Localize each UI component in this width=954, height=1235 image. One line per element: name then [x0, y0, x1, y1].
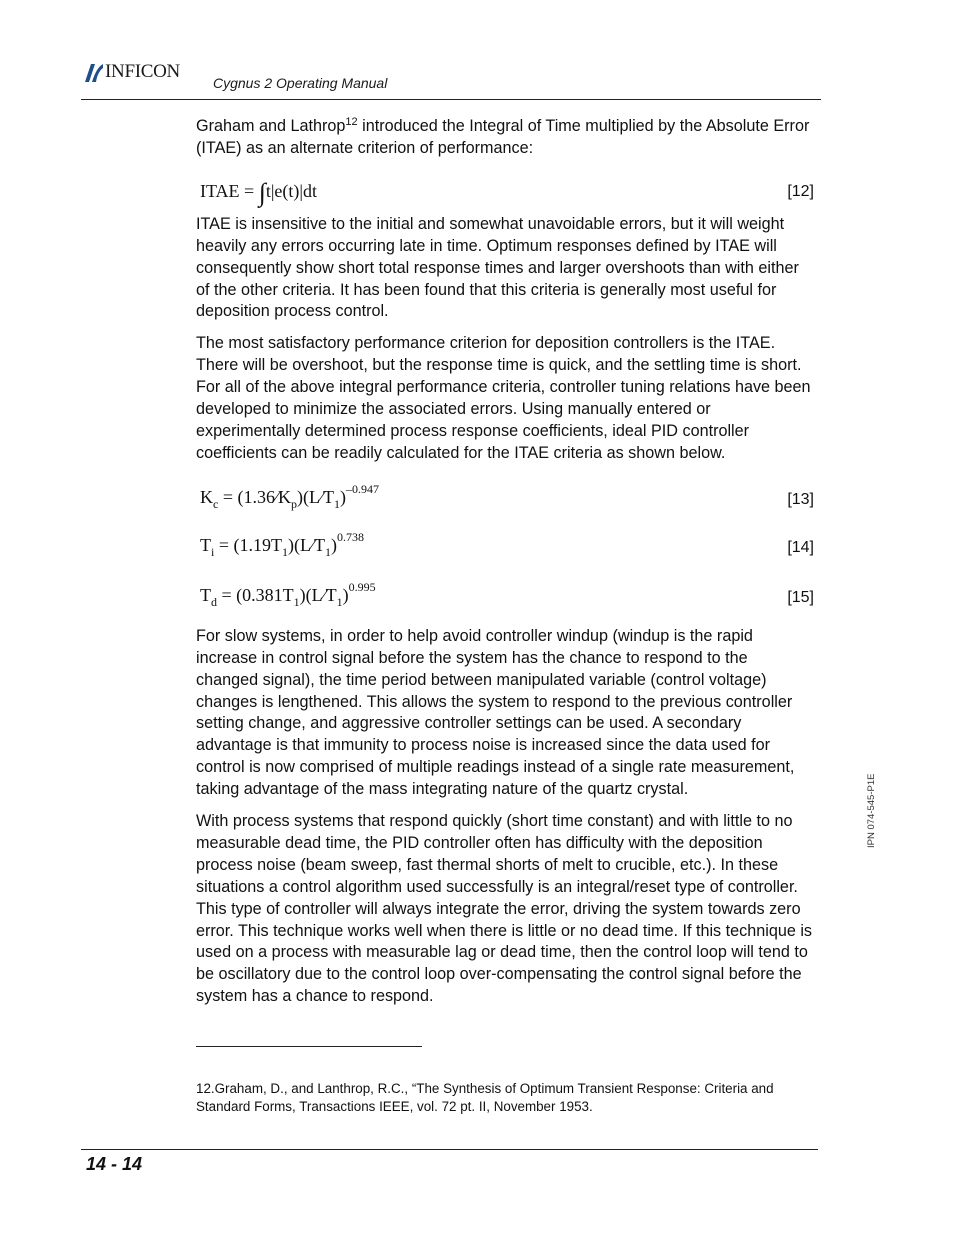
logo-text: INFICON	[105, 61, 180, 82]
integral-sign-icon: ∫	[258, 177, 266, 207]
document-id: IPN 074-545-P1E	[866, 773, 877, 848]
equation-13: $K_c$ = $(1.36⁄K_p)(L⁄T_1)^{-0.947}$ [13]	[200, 481, 814, 511]
equation-number: [15]	[787, 588, 814, 606]
equation-number: [12]	[787, 182, 814, 200]
paragraph-slow-systems: For slow systems, in order to help avoid controller windup (windup is the rapid increase in control signal before the system has the chance to respond to the changed signal), the time period between manipulated variable (control voltage) changes is lengthened. This allows the system to respond to the previous controller setting change, and aggressive controller settings can be used. A secondary advantage is that immunity to process noise is increased since the data used for control is now comprised of multiple readings instead of a single rate measurement, taking advantage of the mass integrating nature of the quartz crystal.	[196, 626, 795, 799]
inficon-logo	[82, 60, 180, 84]
equation-number: [14]	[787, 538, 814, 556]
footnote-rule	[196, 1046, 422, 1047]
equation-number: [13]	[787, 490, 814, 508]
paragraph-itae: ITAE is insensitive to the initial and somewhat unavoidable errors, but it will weight heavily any errors occurring late in time. Optimum responses defined by ITAE will consequently show short total response times and larger overshoots than with either of the other criteria. It has been found that this criteria is generally most useful for deposition process control.	[196, 214, 799, 321]
equation-14: $T_i$ = $(1.19T_1)(L⁄T_1)^{0.738}$ [14]	[200, 529, 814, 559]
footnote-ref[interactable]: 12	[345, 116, 358, 128]
paragraph-intro: Graham and Lathrop$^{12}$ introduced the Integral of Time multiplied by the Absolute Error (ITAE) as an alternate criterion of performance:	[196, 116, 810, 157]
inficon-logo-icon	[82, 60, 104, 84]
paragraph-fast-systems: With process systems that respond quickly (short time constant) and with little to no measurable dead time, the PID controller often has difficulty with the deposition process noise (beam sweep, fast thermal shorts of melt to crucible, etc.). In these situations a control algorithm used successfully is an integral/reset type of controller. This type of controller will always integrate the error, driving the system towards zero error. This technique works well when there is little or no dead time. If this technique is used on a process with measurable lag or dead time, then the control loop will tend to be oscillatory due to the control loop over-compensating the control signal before the system has a chance to respond.	[196, 812, 813, 1006]
equation-12: ITAE = ∫t|e(t)|dt [12]	[200, 177, 814, 207]
page-number: 14 - 14	[86, 1154, 143, 1174]
page-content	[196, 116, 814, 1018]
footnote: 12.Graham, D., and Lanthrop, R.C., “The Synthesis of Optimum Transient Response: Criteria and Standard Forms, Transactions IEEE, vol. 72 pt. II, November 1953.	[196, 1081, 774, 1114]
equation-15: $T_d$ = $(0.381T_1)(L⁄T_1)^{0.995}$ [15]	[200, 579, 814, 609]
paragraph-criterion: The most satisfactory performance criterion for deposition controllers is the ITAE. There will be overshoot, but the response time is quick, and the settling time is short. For all of the above integral performance criteria, controller tuning relations have been developed to minimize the associated errors. Using manually entered or experimentally determined process response coefficients, ideal PID controller coefficients can be readily calculated for the ITAE criteria as shown below.	[196, 334, 811, 462]
header-rule	[81, 99, 821, 100]
footer-rule	[81, 1149, 818, 1150]
manual-title: Cygnus 2 Operating Manual	[213, 75, 388, 91]
